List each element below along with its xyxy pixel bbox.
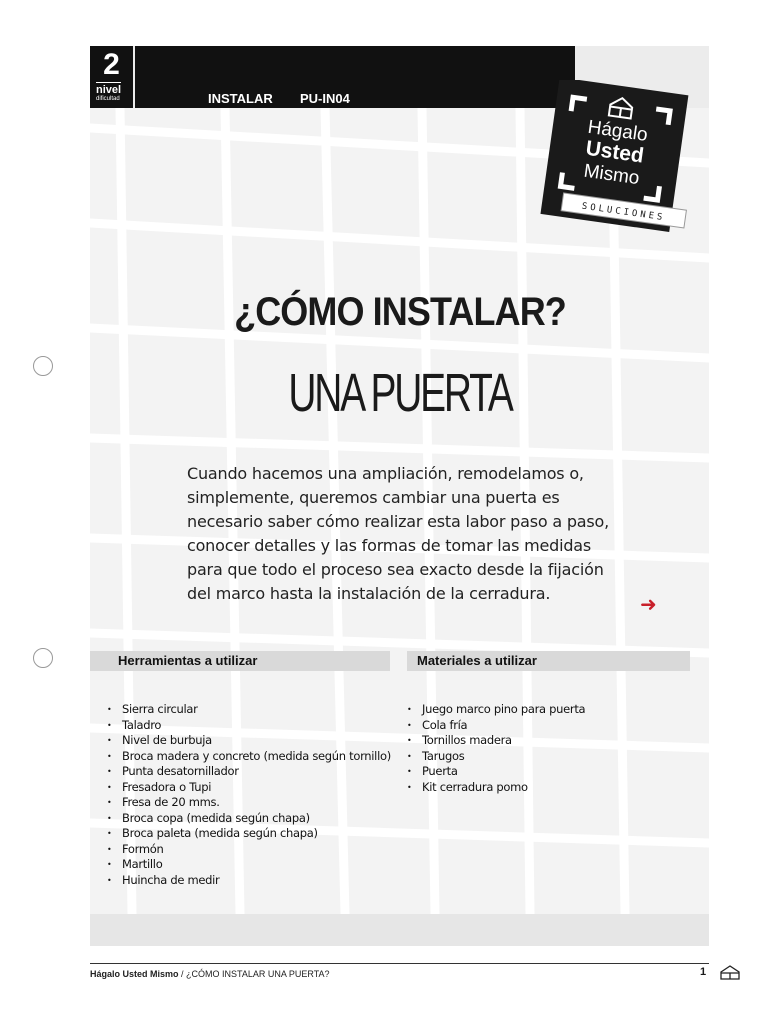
list-item: • Juego marco pino para puerta — [407, 702, 585, 718]
materials-list — [407, 702, 585, 795]
list-item: • Taladro — [107, 718, 391, 734]
list-item: • Martillo — [107, 857, 391, 873]
footer-divider — [90, 963, 709, 964]
difficulty-number: 2 — [103, 48, 120, 81]
materials-heading: Materiales a utilizar — [407, 651, 690, 671]
tools-list — [107, 702, 391, 888]
difficulty-sub: dificultad — [96, 96, 120, 102]
list-item: • Sierra circular — [107, 702, 391, 718]
bottom-strip — [90, 914, 709, 946]
list-item: • Fresa de 20 mms. — [107, 795, 391, 811]
list-item: • Tornillos madera — [407, 733, 585, 749]
difficulty-word: nivel — [96, 84, 122, 96]
list-item: • Tarugos — [407, 749, 585, 765]
page-subtitle: UNA PUERTA — [288, 363, 512, 423]
logo-line3: Mismo — [582, 160, 641, 190]
list-item: • Huincha de medir — [107, 873, 391, 889]
punch-hole-icon — [33, 356, 53, 376]
list-item: • Punta desatornillador — [107, 764, 391, 780]
document-code: PU-IN04 — [300, 91, 350, 106]
footer-separator: / — [178, 969, 187, 979]
logo-line2: Usted — [584, 136, 646, 168]
footer-brand: Hágalo Usted Mismo — [90, 969, 179, 979]
list-item: • Nivel de burbuja — [107, 733, 391, 749]
difficulty-badge — [90, 46, 133, 108]
footer-doc-title: ¿CÓMO INSTALAR UNA PUERTA? — [186, 969, 330, 979]
logo-line1: Hágalo — [586, 116, 649, 146]
category-bar — [135, 46, 575, 108]
logo-tag: SOLUCIONES — [581, 201, 666, 224]
brand-logo — [535, 80, 700, 240]
page-number: 1 — [700, 966, 707, 978]
list-item: • Kit cerradura pomo — [407, 780, 585, 796]
category-label: INSTALAR — [208, 91, 273, 106]
list-item: • Broca paleta (medida según chapa) — [107, 826, 391, 842]
house-icon — [718, 964, 742, 980]
list-item: • Broca copa (medida según chapa) — [107, 811, 391, 827]
next-arrow-icon: ➜ — [640, 592, 657, 616]
intro-paragraph: Cuando hacemos una ampliación, remodelamos o, simplemente, queremos cambiar una puerta es necesario saber cómo realizar esta labor paso a paso, conocer detalles y las formas de tomar las medidas para que todo el proceso sea exacto desde la fijación del marco hasta la instalación de la cerradura. — [187, 464, 609, 603]
footer-text — [90, 969, 330, 979]
list-item: • Fresadora o Tupi — [107, 780, 391, 796]
list-item: • Cola fría — [407, 718, 585, 734]
list-item: • Puerta — [407, 764, 585, 780]
list-item: • Broca madera y concreto (medida según tornillo) — [107, 749, 391, 765]
list-item: • Formón — [107, 842, 391, 858]
punch-hole-icon — [33, 648, 53, 668]
page-title: ¿CÓMO INSTALAR? — [234, 290, 566, 334]
tools-heading: Herramientas a utilizar — [90, 651, 390, 671]
